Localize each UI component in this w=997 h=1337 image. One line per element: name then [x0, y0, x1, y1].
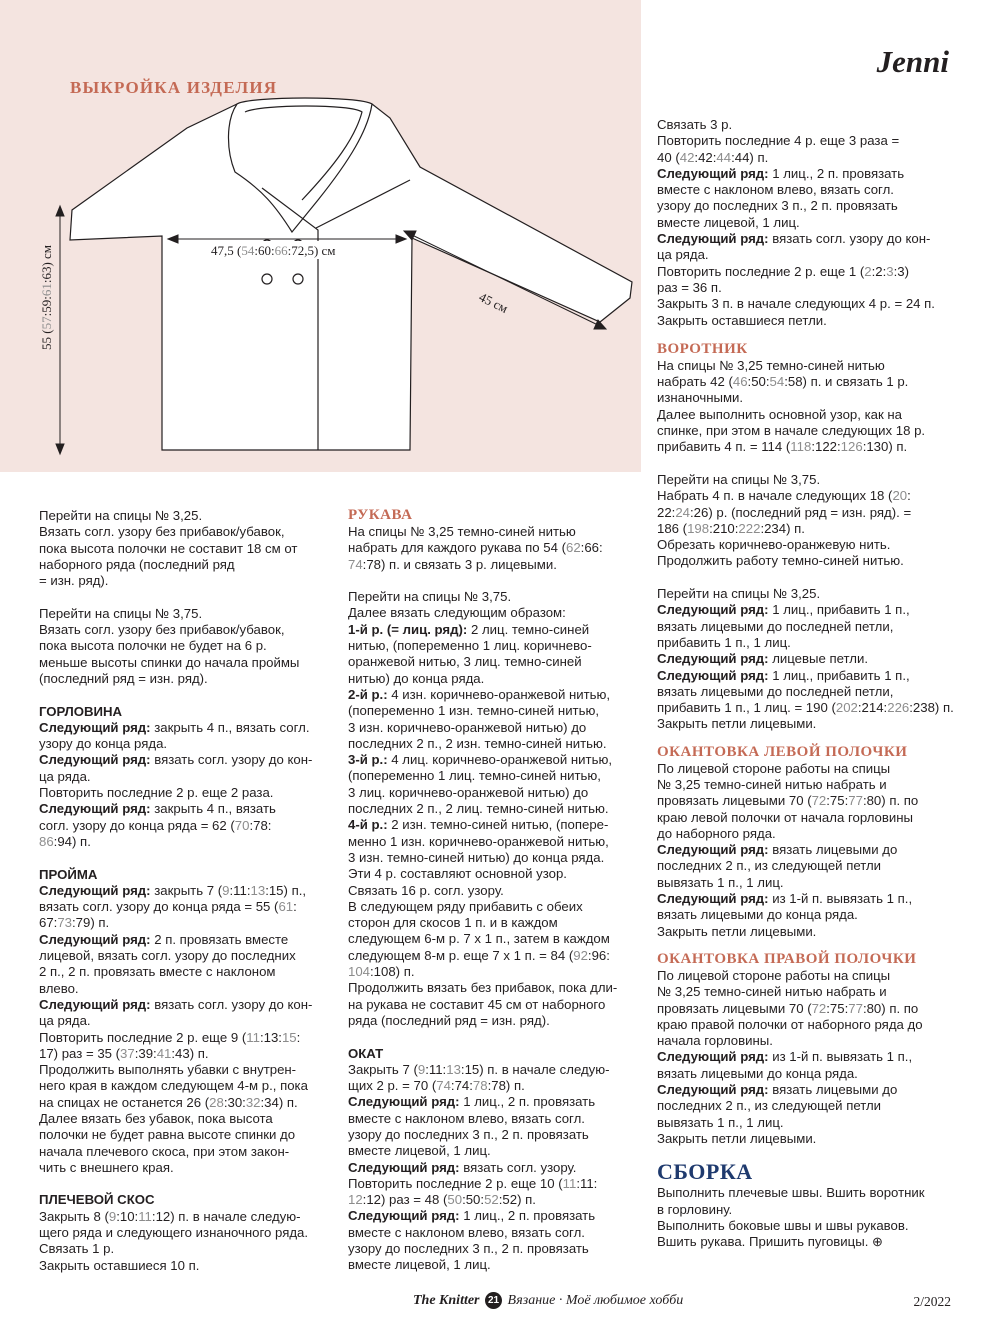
button-icon: [262, 274, 272, 284]
heading-gorlovina: ГОРЛОВИНА: [39, 703, 123, 719]
button-icon: [293, 274, 303, 284]
column-right: Связать 3 р. Повторить последние 4 р. еще 3 раза = 40 (42:42:44:44) п. Следующий ряд: 1 лиц., 2 п. провязать вместе с наклоном влево, вязать согл. узору до последних 3 п., 2 п. провязать вместе лицевой, 1 лиц. Следующий ряд: вязать согл. узору до кон- ца ряда. Повторить последние 2 р. еще 1 (2:2:3:3) раз = 36 п. Закрыть 3 п. в начале следующих 4 р. = 24 п. Закрыть оставшиеся петли. ВОРОТНИК На спицы № 3,25 темно-синей нитью набрать 42 (46:50:54:58) п. и связать 1 р. изнаночными. Далее выполнить основной узор, как на спинке, при этом в начале следующих 18 р. прибавить 4 п. = 114 (118:122:126:130) п. Перейти на спицы № 3,75. Набрать 4 п. в начале следующих 18 (20: 22:24:26) р. (последний ряд = изн. ряд). = 186 (198:210:222:234) п. Обрезать коричнево-оранжевую нить. Продолжить работу темно-синей нитью. Перейти на спицы № 3,25. Следующий ряд: 1 лиц., прибавить 1 п., вязать лицевыми до последней петли, прибавить 1 п., 1 лиц. Следующий ряд: лицевые петли. Следующий ряд: 1 лиц., прибавить 1 п., вязать лицевыми до последней петли, прибавить 1 п., 1 лиц. = 190 (202:214:226:238) п. Закрыть петли лицевыми. ОКАНТОВКА ЛЕВОЙ ПОЛОЧКИ По лицевой стороне работы на спицы № 3,25 темно-синей нитью набрать и провязать лицевыми 70 (72:75:77:80) п. по краю левой полочки от начала горловины до наборного ряда. Следующий ряд: вязать лицевыми до последних 2 п., из следующей петли вывязать 1 п., 1 лиц. Следующий ряд: из 1-й п. вывязать 1 п., вязать лицевыми до конца ряда. Закрыть петли лицевыми. ОКАНТОВКА ПРАВОЙ ПОЛОЧКИ По лицевой стороне работы на спицы № 3,25 темно-синей нитью набрать и провязать лицевыми 70 (72:75:77:80) п. по краю правой полочки от наборного ряда до начала горловины. Следующий ряд: из 1-й п. вывязать 1 п., вязать лицевыми до конца ряда. Следующий ряд: вязать лицевыми до последних 2 п., из следующей петли вывязать 1 п., 1 лиц. Закрыть петли лицевыми. СБОРКА Выполнить плечевые швы. Вшить воротник в горловину. Выполнить боковые швы и швы рукавов. Вшить рукава. Пришить пуговицы. ⊕: [657, 117, 957, 1250]
heading-okat: ОКАТ: [348, 1045, 384, 1061]
garment-schematic: [0, 95, 641, 472]
brand-title: Jenni: [876, 44, 949, 79]
heading-right-band: ОКАНТОВКА ПРАВОЙ ПОЛОЧКИ: [657, 950, 917, 967]
heading-rukava: РУКАВА: [348, 507, 413, 523]
page-footer: [0, 1292, 997, 1314]
height-dimension: 55 (57:59:61:63) см: [39, 244, 54, 350]
issue-number: 2/2022: [913, 1294, 951, 1309]
sleeve-dimension: 45 см: [476, 289, 511, 316]
heading-left-band: ОКАНТОВКА ЛЕВОЙ ПОЛОЧКИ: [657, 743, 908, 760]
column-middle: РУКАВА На спицы № 3,25 темно-синей нитью набрать для каждого рукава по 54 (62:66: 74:78) п. и связать 3 р. лицевыми. Перейти на спицы № 3,75. Далее вязать следующим образом: 1-й р. (= лиц. ряд): 2 лиц. темно-синей нитью, (попеременно 1 лиц. коричнево- оранжевой нитью, 3 лиц. темно-синей нитью) до конца ряда. 2-й р.: 4 изн. коричнево-оранжевой нитью, (попеременно 1 изн. темно-синей нитью, 3 изн. коричнево-оранжевой нитью) до последних 2 п., 2 изн. темно-синей нитью. 3-й р.: 4 лиц. коричнево-оранжевой нитью, (попеременно 1 лиц. темно-синей нитью, 3 лиц. коричнево-оранжевой нитью) до последних 2 п., 2 лиц. темно-синей нитью. 4-й р.: 2 изн. темно-синей нитью, (попере- менно 1 изн. коричнево-оранжевой нитью, 3 изн. темно-синей нитью) до конца ряда. Эти 4 р. составляют основной узор. Связать 16 р. согл. узору. В следующем ряду прибавить с обеих сторон для скосов 1 п. и в каждом следующем 6-м р. 7 х 1 п., затем в каждом следующем 8-м р. еще 7 х 1 п. = 84 (92:96: 104:108) п. Продолжить вязать без прибавок, пока дли- на рукава не составит 45 см от наборного ряда (последний ряд = изн. ряд). ОКАТ Закрыть 7 (9:11:13:15) п. в начале следую- щих 2 р. = 70 (74:74:78:78) п. Следующий ряд: 1 лиц., 2 п. провязать вместе с наклоном влево, вязать согл. узору до последних 3 п., 2 п. провязать вместе лицевой, 1 лиц. Следующий ряд: вязать согл. узору. Повторить последние 2 р. еще 10 (11:11: 12:12) раз = 48 (50:50:52:52) п. Следующий ряд: 1 лиц., 2 п. провязать вместе с наклоном влево, вязать согл. узору до последних 3 п., 2 п. провязать вместе лицевой, 1 лиц.: [348, 507, 648, 1274]
heading-proima: ПРОЙМА: [39, 866, 98, 882]
column-left: Перейти на спицы № 3,25. Вязать согл. узору без прибавок/убавок, пока высота полочки не составит 18 см от наборного ряда (последний ряд = изн. ряд). Перейти на спицы № 3,75. Вязать согл. узору без прибавок/убавок, пока высота полочки не будет на 6 р. меньше высоты спинки до начала проймы (последний ряд = изн. ряд). ГОРЛОВИНА Следующий ряд: закрыть 4 п., вязать согл. узору до конца ряда. Следующий ряд: вязать согл. узору до кон- ца ряда. Повторить последние 2 р. еще 2 раза. Следующий ряд: закрыть 4 п., вязать согл. узору до конца ряда = 62 (70:78: 86:94) п. ПРОЙМА Следующий ряд: закрыть 7 (9:11:13:15) п., вязать согл. узору до конца ряда = 55 (61: 67:73:79) п. Следующий ряд: 2 п. провязать вместе лицевой, вязать согл. узору до последних 2 п., 2 п. провязать вместе с наклоном влево. Следующий ряд: вязать согл. узору до кон- ца ряда. Повторить последние 2 р. еще 9 (11:13:15: 17) раз = 35 (37:39:41:43) п. Продолжить выполнять убавки с внутрен- него края в каждом следующем 4-м р., пока на спицах не останется 26 (28:30:32:34) п. Далее вязать без убавок, пока высота полочки не будет равна высоте спинки до начала плечевого скоса, при этом закон- чить с внешнего края. ПЛЕЧЕВОЙ СКОС Закрыть 8 (9:10:11:12) п. в начале следую- щего ряда и следующего изнаночного ряда. Связать 1 р. Закрыть оставшиеся 10 п.: [39, 508, 339, 1274]
page-number: 21: [485, 1292, 502, 1309]
heading-vorotnik: ВОРОТНИК: [657, 340, 748, 357]
pattern-title: ВЫКРОЙКА ИЗДЕЛИЯ: [70, 78, 278, 97]
footer-magazine: The Knitter: [413, 1293, 480, 1308]
chest-dimension: 47,5 (54:60:66:72,5) см: [211, 243, 336, 258]
heading-sborka: СБОРКА: [657, 1159, 753, 1185]
footer-subtitle: Вязание · Моё любимое хобби: [507, 1293, 684, 1308]
heading-skos: ПЛЕЧЕВОЙ СКОС: [39, 1192, 155, 1208]
